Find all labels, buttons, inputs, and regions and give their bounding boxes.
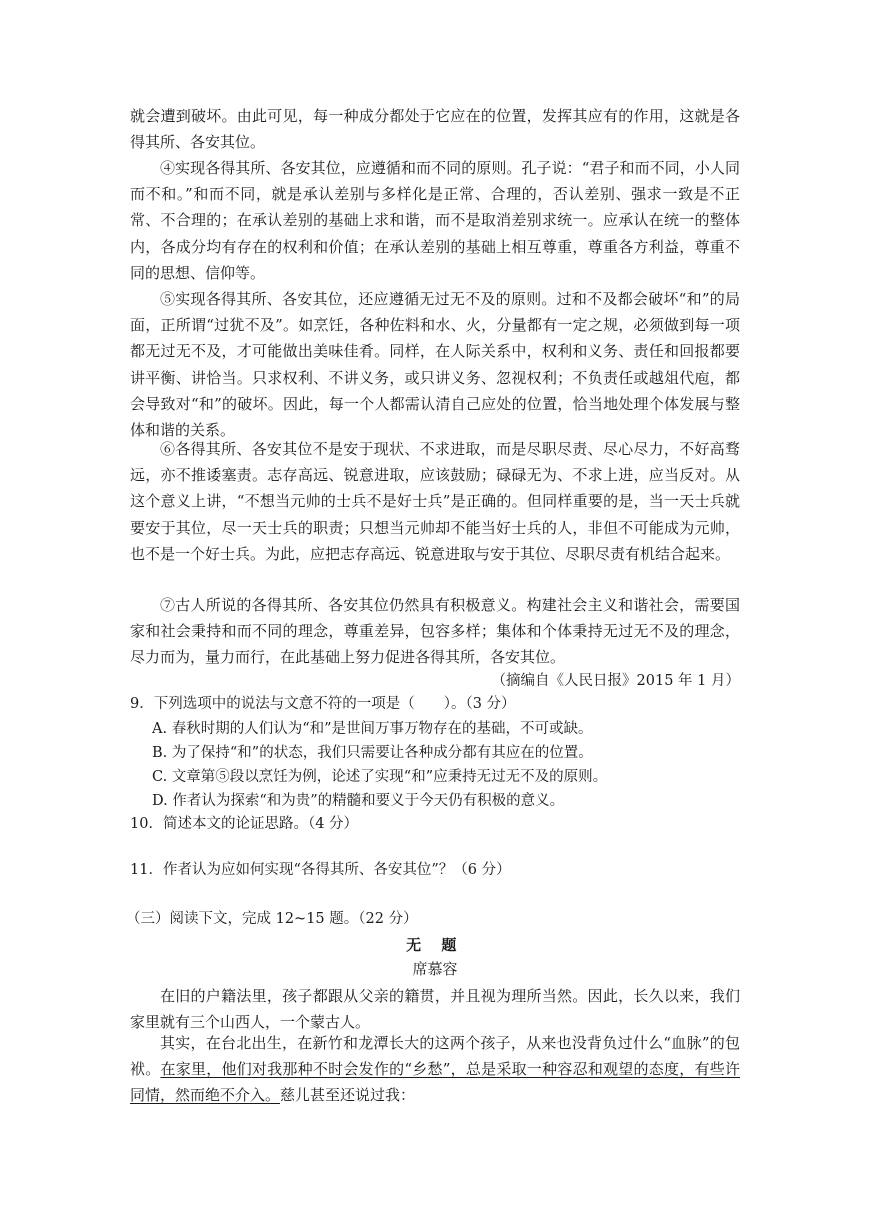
essay-paragraph-2 (130, 1030, 740, 1109)
question-9-option-a: A. 春秋时期的人们认为“和”是世间万事万物存在的基础，不可或缺。 (152, 721, 593, 737)
paragraph-6: ⑥各得其所、各安其位不是安于现状、不求进取，而是尽职尽责、尽心尽力，不好高骛远，亦不推诿塞责。志存高远、锐意进取，应该鼓励；碌碌无为、不求上进，应当反对。从这个意义上讲，“不想当元帅的士兵不是好士兵”是正确的。但同样重要的是，当一天士兵就要安于其位，尽一天士兵的职责；只想当元帅却不能当好士兵的人，非但不可能成为元帅，也不是一个好士兵。为此，应把志存高远、锐意进取与安于其位、尽职尽责有机结合起来。 (130, 440, 740, 563)
question-10: 10．简述本文的论证思路。（4 分） (130, 816, 359, 832)
question-11: 11．作者认为应如何实现“各得其所、各安其位”？（6 分） (130, 862, 511, 878)
essay-paragraph-2-tail: 慈儿甚至还说过我： (280, 1086, 416, 1105)
article-source: （摘编自《人民日报》2015 年 1 月） (491, 673, 740, 689)
paragraph-5: ⑤实现各得其所、各安其位，还应遵循无过无不及的原则。过和不及都会破坏“和”的局面，正所谓“过犹不及”。如烹饪，各种佐料和水、火，分量都有一定之规，必须做到每一项都无过无不及，才可能做出美味佳肴。同样，在人际关系中，权利和义务、责任和回报都要讲平衡、讲恰当。只求权利、不讲义务，或只讲义务、忽视权利；不负责任或越俎代庖，都会导致对“和”的破坏。因此，每一个人都需认清自己应处的位置，恰当地处理个体发展与整体和谐的关系。 (130, 290, 740, 440)
paragraph-4: ④实现各得其所、各安其位，应遵循和而不同的原则。孔子说：“君子和而不同，小人同而不和。”和而不同，就是承认差别与多样化是正常、合理的，否认差别、强求一致是不正常、不合理的；在承认差别的基础上求和谐，而不是取消差别求统一。应承认在统一的整体内，各成分均有存在的权利和价值；在承认差别的基础上相互尊重，尊重各方利益，尊重不同的思想、信仰等。 (130, 159, 740, 282)
question-9: 9．下列选项中的说法与文意不符的一项是（ ）。（3 分） (130, 696, 516, 712)
paragraph-7: ⑦古人所说的各得其所、各安其位仍然具有积极意义。构建社会主义和谐社会，需要国家和社会秉持和而不同的理念，尊重差异，包容多样；集体和个体秉持无过无不及的理念，尽力而为，量力而行，在此基础上努力促进各得其所，各安其位。 (130, 596, 740, 667)
question-9-option-c: C. 文章第⑤段以烹饪为例，论述了实现“和”应秉持无过无不及的原则。 (152, 769, 608, 785)
essay-title: 无 题 (406, 936, 464, 954)
paragraph-3-end: 就会遭到破坏。由此可见，每一种成分都处于它应在的位置，发挥其应有的作用，这就是各得其所、各安其位。 (130, 107, 740, 152)
essay-paragraph-1: 在旧的户籍法里，孩子都跟从父亲的籍贯，并且视为理所当然。因此，长久以来，我们家里就有三个山西人，一个蒙古人。 (130, 987, 740, 1032)
question-9-option-d: D. 作者认为探索“和为贵”的精髓和要义于今天仍有积极的意义。 (152, 793, 565, 809)
essay-author: 席慕容 (412, 960, 458, 978)
question-9-option-b: B. 为了保持“和”的状态，我们只需要让各种成分都有其应在的位置。 (152, 745, 593, 761)
essay-paragraph-2-text: 其实，在台北出生，在新竹和龙潭长大的这两个孩子，从来也没背负过什么“血脉”的包袱。 (130, 1034, 740, 1079)
underlined-sentence: 在家里，他们对我那种不时会发作的“乡愁”，总是采取一种容忍和观望的态度，有些许同情，然而绝不介入。 (130, 1060, 740, 1105)
section-3-heading: （三）阅读下文，完成 12~15 题。（22 分） (126, 911, 418, 927)
